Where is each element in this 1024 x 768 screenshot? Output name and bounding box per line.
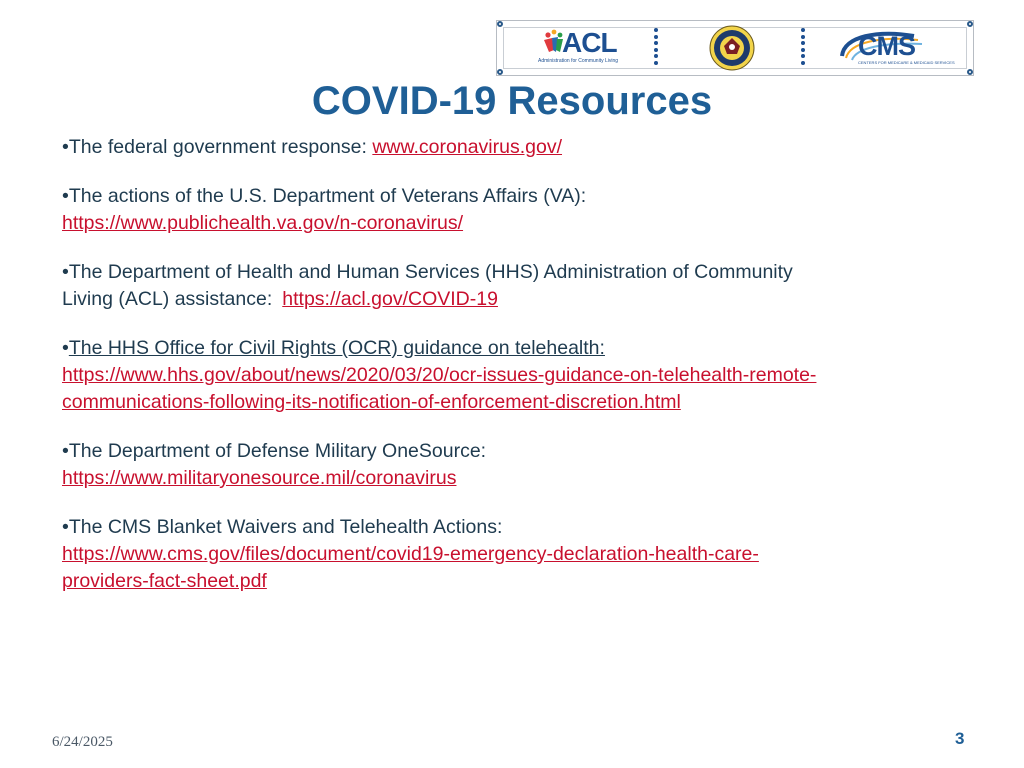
- cms-logo-subtitle: CENTERS FOR MEDICARE & MEDICAID SERVICES: [858, 60, 955, 65]
- resource-item: [62, 259, 962, 313]
- slide-date: 6/24/2025: [52, 734, 113, 750]
- resource-description: •The CMS Blanket Waivers and Telehealth Actions:: [62, 516, 503, 538]
- acl-logo-text: ACL: [562, 27, 617, 58]
- resource-link[interactable]: www.coronavirus.gov/: [372, 136, 563, 158]
- resource-item: [62, 335, 962, 416]
- banner-corner-icon: [967, 21, 973, 27]
- resource-link[interactable]: https://acl.gov/COVID-19: [282, 288, 498, 310]
- cms-logo-text: CMS: [858, 31, 915, 61]
- resource-link-continued[interactable]: communications-following-its-notification-of-enforcement-discretion.html: [62, 391, 681, 413]
- resource-link[interactable]: https://www.cms.gov/files/document/covid19-emergency-declaration-health-care-: [62, 543, 759, 565]
- resource-description: •The Department of Defense Military OneSource:: [62, 440, 487, 462]
- resource-link[interactable]: https://www.hhs.gov/about/news/2020/03/20/ocr-issues-guidance-on-telehealth-remote-: [62, 364, 817, 386]
- banner-corner-icon: [497, 69, 503, 75]
- va-seal-icon: [708, 24, 756, 72]
- acl-logo-subtitle: Administration for Community Living: [538, 58, 619, 64]
- resource-item: [62, 514, 962, 595]
- resource-description: •The actions of the U.S. Department of Veterans Affairs (VA):: [62, 185, 587, 207]
- resource-list: [62, 134, 962, 617]
- resource-description: The HHS Office for Civil Rights (OCR) guidance on telehealth:: [68, 337, 605, 359]
- dot-separator-icon: [653, 28, 659, 72]
- resource-description: •The Department of Health and Human Services (HHS) Administration of Community: [62, 261, 793, 283]
- resource-link[interactable]: https://www.publichealth.va.gov/n-coronavirus/: [62, 212, 464, 234]
- dot-separator-icon: [800, 28, 806, 72]
- resource-item: [62, 438, 962, 492]
- resource-item: [62, 183, 962, 237]
- resource-description: •The federal government response:: [62, 136, 373, 158]
- resource-item: [62, 134, 962, 161]
- slide-title: COVID-19 Resources: [311, 79, 713, 123]
- resource-description-continued: Living (ACL) assistance:: [62, 288, 273, 310]
- banner-corner-icon: [967, 69, 973, 75]
- banner-corner-icon: [497, 21, 503, 27]
- bullet: •: [62, 337, 69, 359]
- resource-link-continued[interactable]: providers-fact-sheet.pdf: [62, 570, 267, 592]
- resource-link[interactable]: https://www.militaryonesource.mil/coronavirus: [62, 467, 457, 489]
- page-number: 3: [955, 729, 965, 748]
